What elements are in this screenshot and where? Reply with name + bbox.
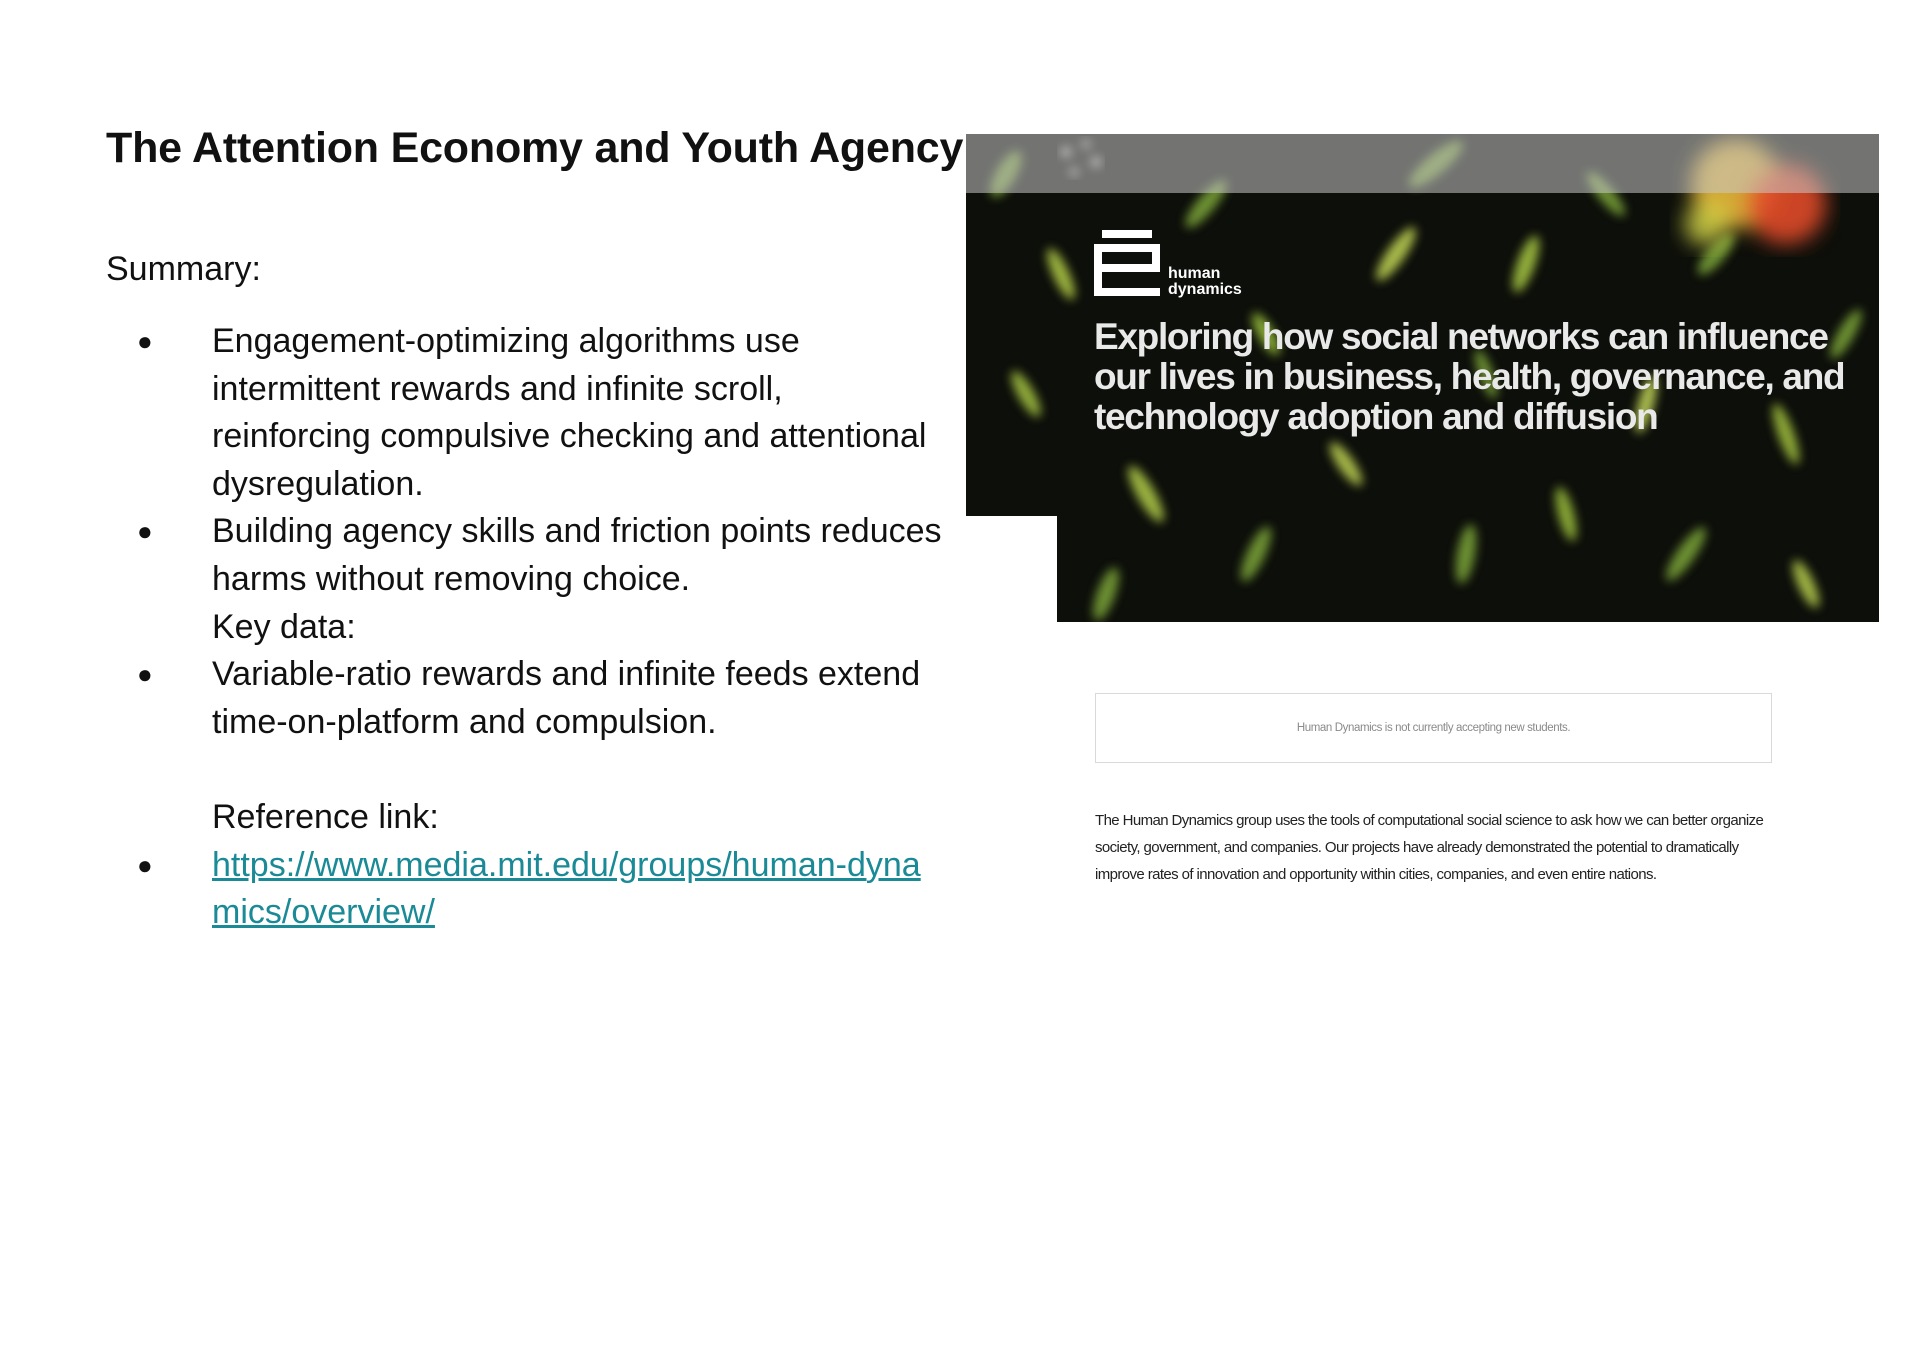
summary-label: Summary:	[106, 250, 261, 288]
list-item	[106, 318, 946, 508]
bullet-dot: ●	[137, 516, 153, 547]
bullet-text: Variable-ratio rewards and infinite feeds extend time-on-platform and compulsion.	[212, 655, 921, 741]
human-dynamics-logo-icon	[1094, 230, 1160, 296]
bullet-list	[106, 318, 946, 937]
reference-label-row	[106, 794, 946, 842]
logo-wordmark	[1168, 266, 1288, 298]
list-item	[106, 651, 946, 746]
bullet-dot: ●	[137, 849, 153, 880]
notice-box	[1095, 693, 1772, 763]
bullet-dot: ●	[137, 326, 153, 356]
hero-top-band	[966, 134, 1879, 193]
key-data-label: Key data:	[212, 607, 356, 646]
reference-label: Reference link:	[212, 797, 439, 836]
key-data-label-row	[106, 604, 946, 652]
logo-text-line1: human	[1168, 265, 1221, 282]
logo-text-line2: dynamics	[1168, 281, 1242, 298]
spacer	[106, 746, 946, 794]
hero-screenshot	[966, 134, 1879, 622]
bullet-text: Building agency skills and friction points reduces harms without removing choice.	[212, 512, 942, 598]
hero-headline: Exploring how social networks can influence our lives in business, health, governance, and technology adoption and diffusion	[1094, 316, 1845, 437]
about-paragraph: The Human Dynamics group uses the tools of computational social science to ask how we can better organize society, government, and companies. Our projects have already demonstrated the potential to dramatically improve rates of innovation and opportunity within cities, companies, and even entire nations.	[1095, 812, 1764, 883]
notice-text: Human Dynamics is not currently accepting new students.	[1296, 722, 1571, 734]
reference-link[interactable]: https://www.media.mit.edu/groups/human-dynamics/overview/	[212, 845, 921, 932]
bullet-dot: ●	[137, 659, 153, 690]
list-item	[106, 842, 946, 937]
hero-notch	[966, 516, 1057, 622]
list-item	[106, 508, 946, 603]
bullet-text: Engagement-optimizing algorithms use intermittent rewards and infinite scroll, reinforcing compulsive checking and attentional dysregulation.	[212, 322, 927, 503]
page-title: The Attention Economy and Youth Agency	[106, 124, 964, 172]
